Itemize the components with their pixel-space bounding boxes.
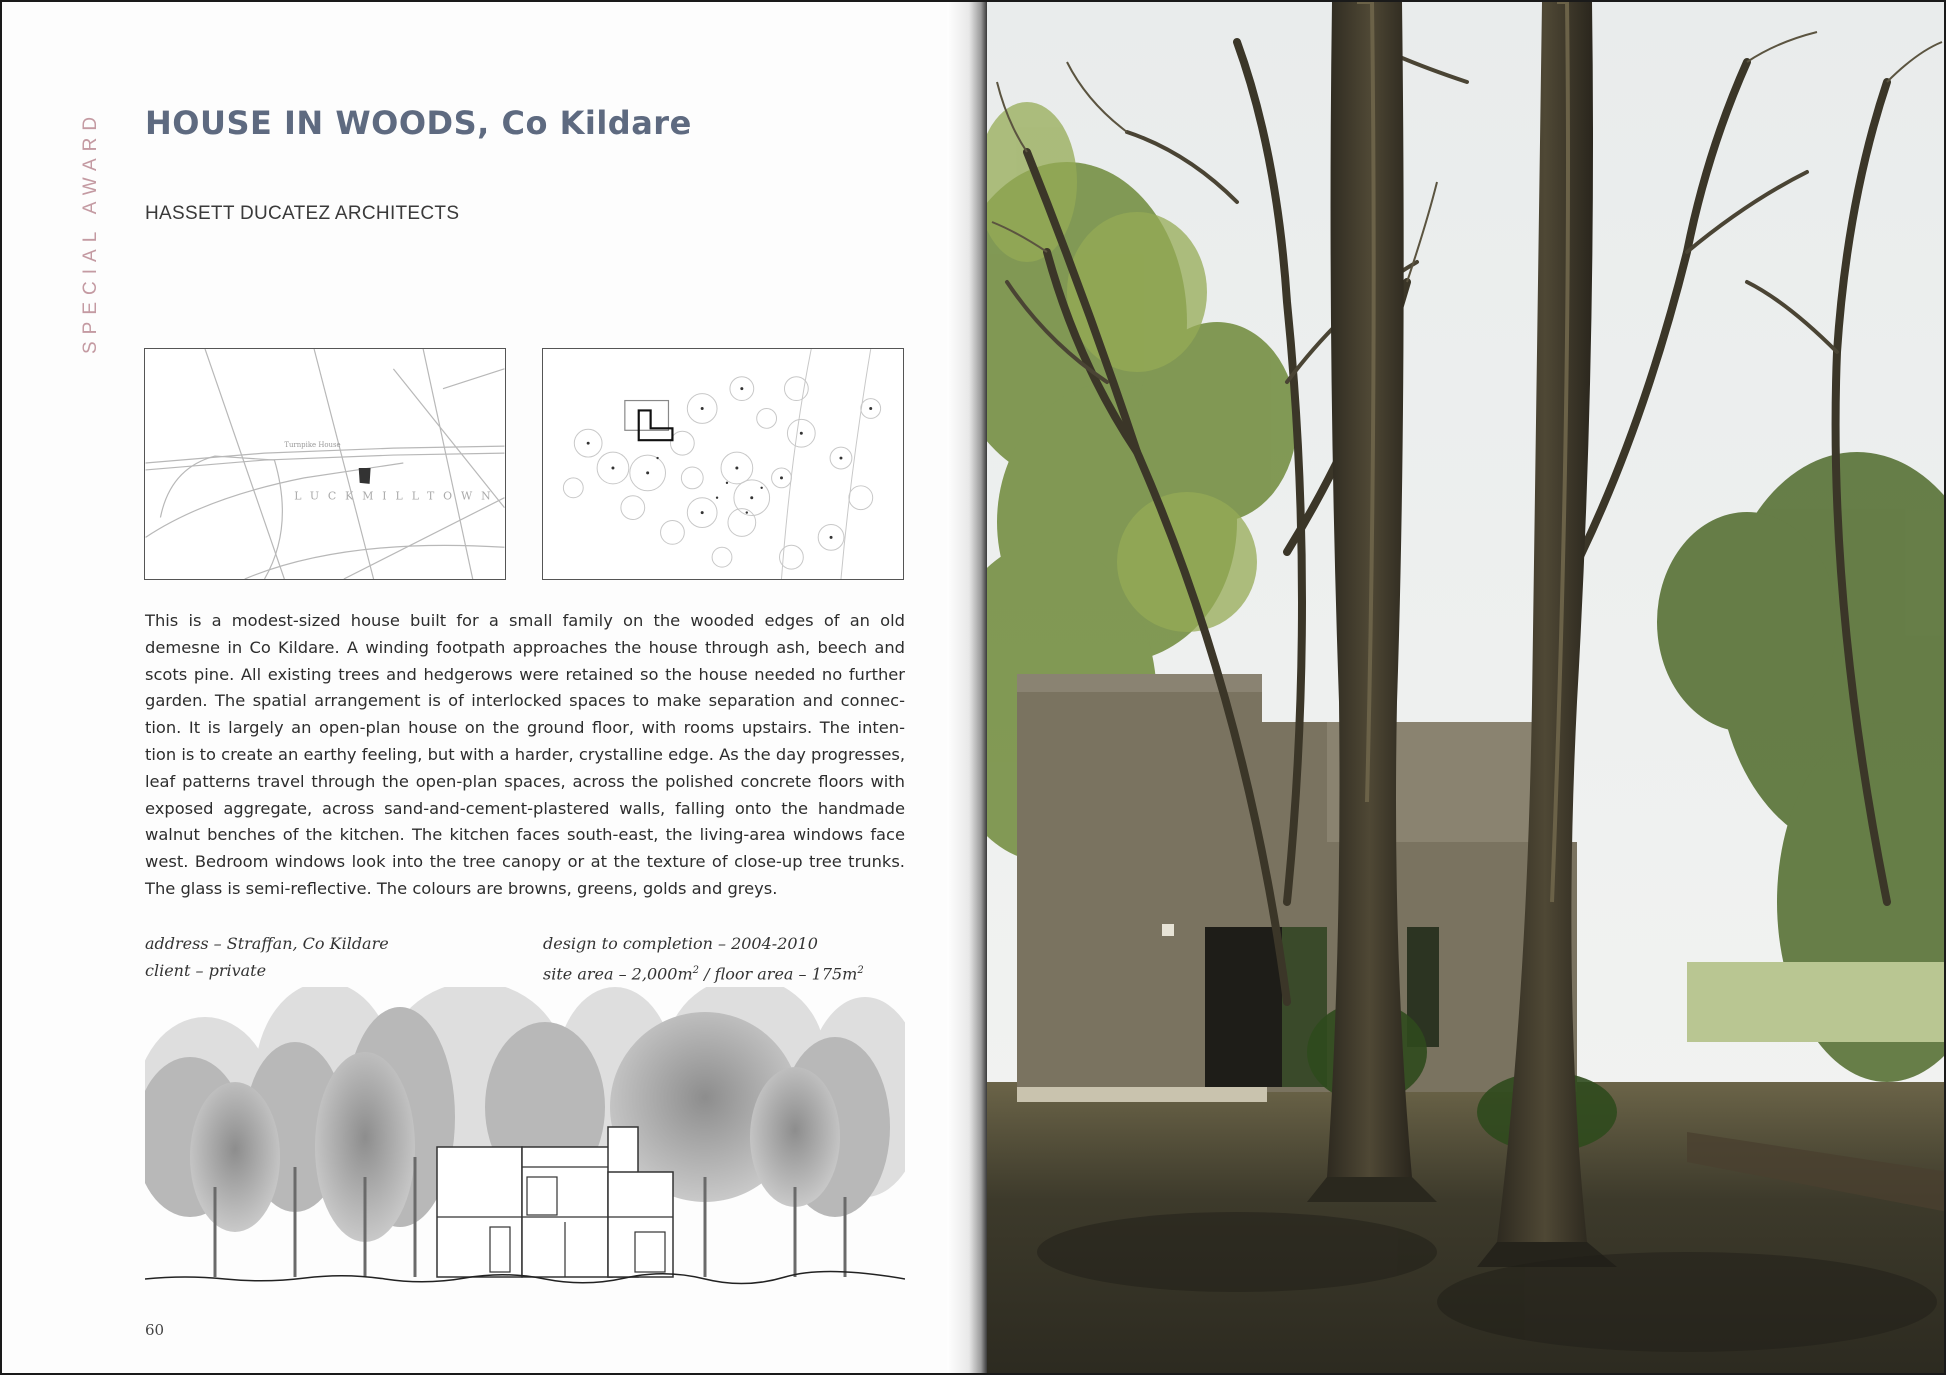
description-line: demesne in Co Kildare. A winding footpath approaches the house through ash, beech and (145, 637, 905, 657)
svg-text:Turnpike House: Turnpike House (284, 441, 341, 450)
description-line: tion is to create an earthy feeling, but with a harder, crystalline edge. As the day progresses, (145, 744, 905, 764)
location-map (144, 348, 506, 580)
project-description (145, 608, 905, 903)
project-details-right (543, 930, 864, 987)
description-line: garden. The spatial arrangement is of interlocked spaces to make separation and connec- (145, 691, 905, 711)
description-line: exposed aggregate, across sand-and-cement-plastered walls, falling onto the handmade (145, 798, 905, 818)
project-details-left (145, 930, 389, 984)
site-plan-drawing (543, 349, 903, 579)
squared-mark: 2 (692, 965, 700, 976)
architect-name: HASSETT DUCATEZ ARCHITECTS (145, 203, 460, 224)
house-photo-art (987, 2, 1946, 1375)
left-page (2, 2, 982, 1375)
section-drawing-art (145, 987, 905, 1292)
house-photograph (987, 2, 1946, 1375)
page-number: 60 (145, 1321, 165, 1339)
description-line: walnut benches of the kitchen. The kitchen faces south-east, the living-area windows face (145, 825, 905, 845)
section-label: SPECIAL AWARD (80, 110, 101, 355)
location-map-drawing (145, 349, 505, 579)
townland-label: LUCKMILLTOWN (294, 489, 500, 503)
client: client – private (145, 961, 267, 980)
areas (543, 957, 864, 987)
squared-mark: 2 (857, 965, 864, 976)
book-gutter (947, 2, 987, 1375)
description-line: tion. It is largely an open-plan house on the ground floor, with rooms upstairs. The inten- (145, 718, 905, 738)
description-line: west. Bedroom windows look into the tree canopy or at the texture of close-up tree trunks. (145, 852, 905, 872)
section-drawing (145, 987, 905, 1292)
description-line: scots pine. All existing trees and hedgerows were retained so the house needed no further (145, 664, 905, 684)
site-area: site area – 2,000m (543, 964, 693, 984)
address: address – Straffan, Co Kildare (145, 934, 389, 953)
description-line: leaf patterns travel through the open-plan spaces, across the polished concrete floors with (145, 771, 905, 791)
description-line: The glass is semi-reflective. The colours are browns, greens, golds and greys. (145, 878, 778, 898)
description-line: This is a modest-sized house built for a small family on the wooded edges of an old (145, 611, 905, 630)
floor-area: / floor area – 175m (699, 964, 858, 984)
design-to-completion: design to completion – 2004-2010 (543, 934, 818, 953)
site-plan (542, 348, 904, 580)
page-title: HOUSE IN WOODS, Co Kildare (145, 104, 692, 142)
